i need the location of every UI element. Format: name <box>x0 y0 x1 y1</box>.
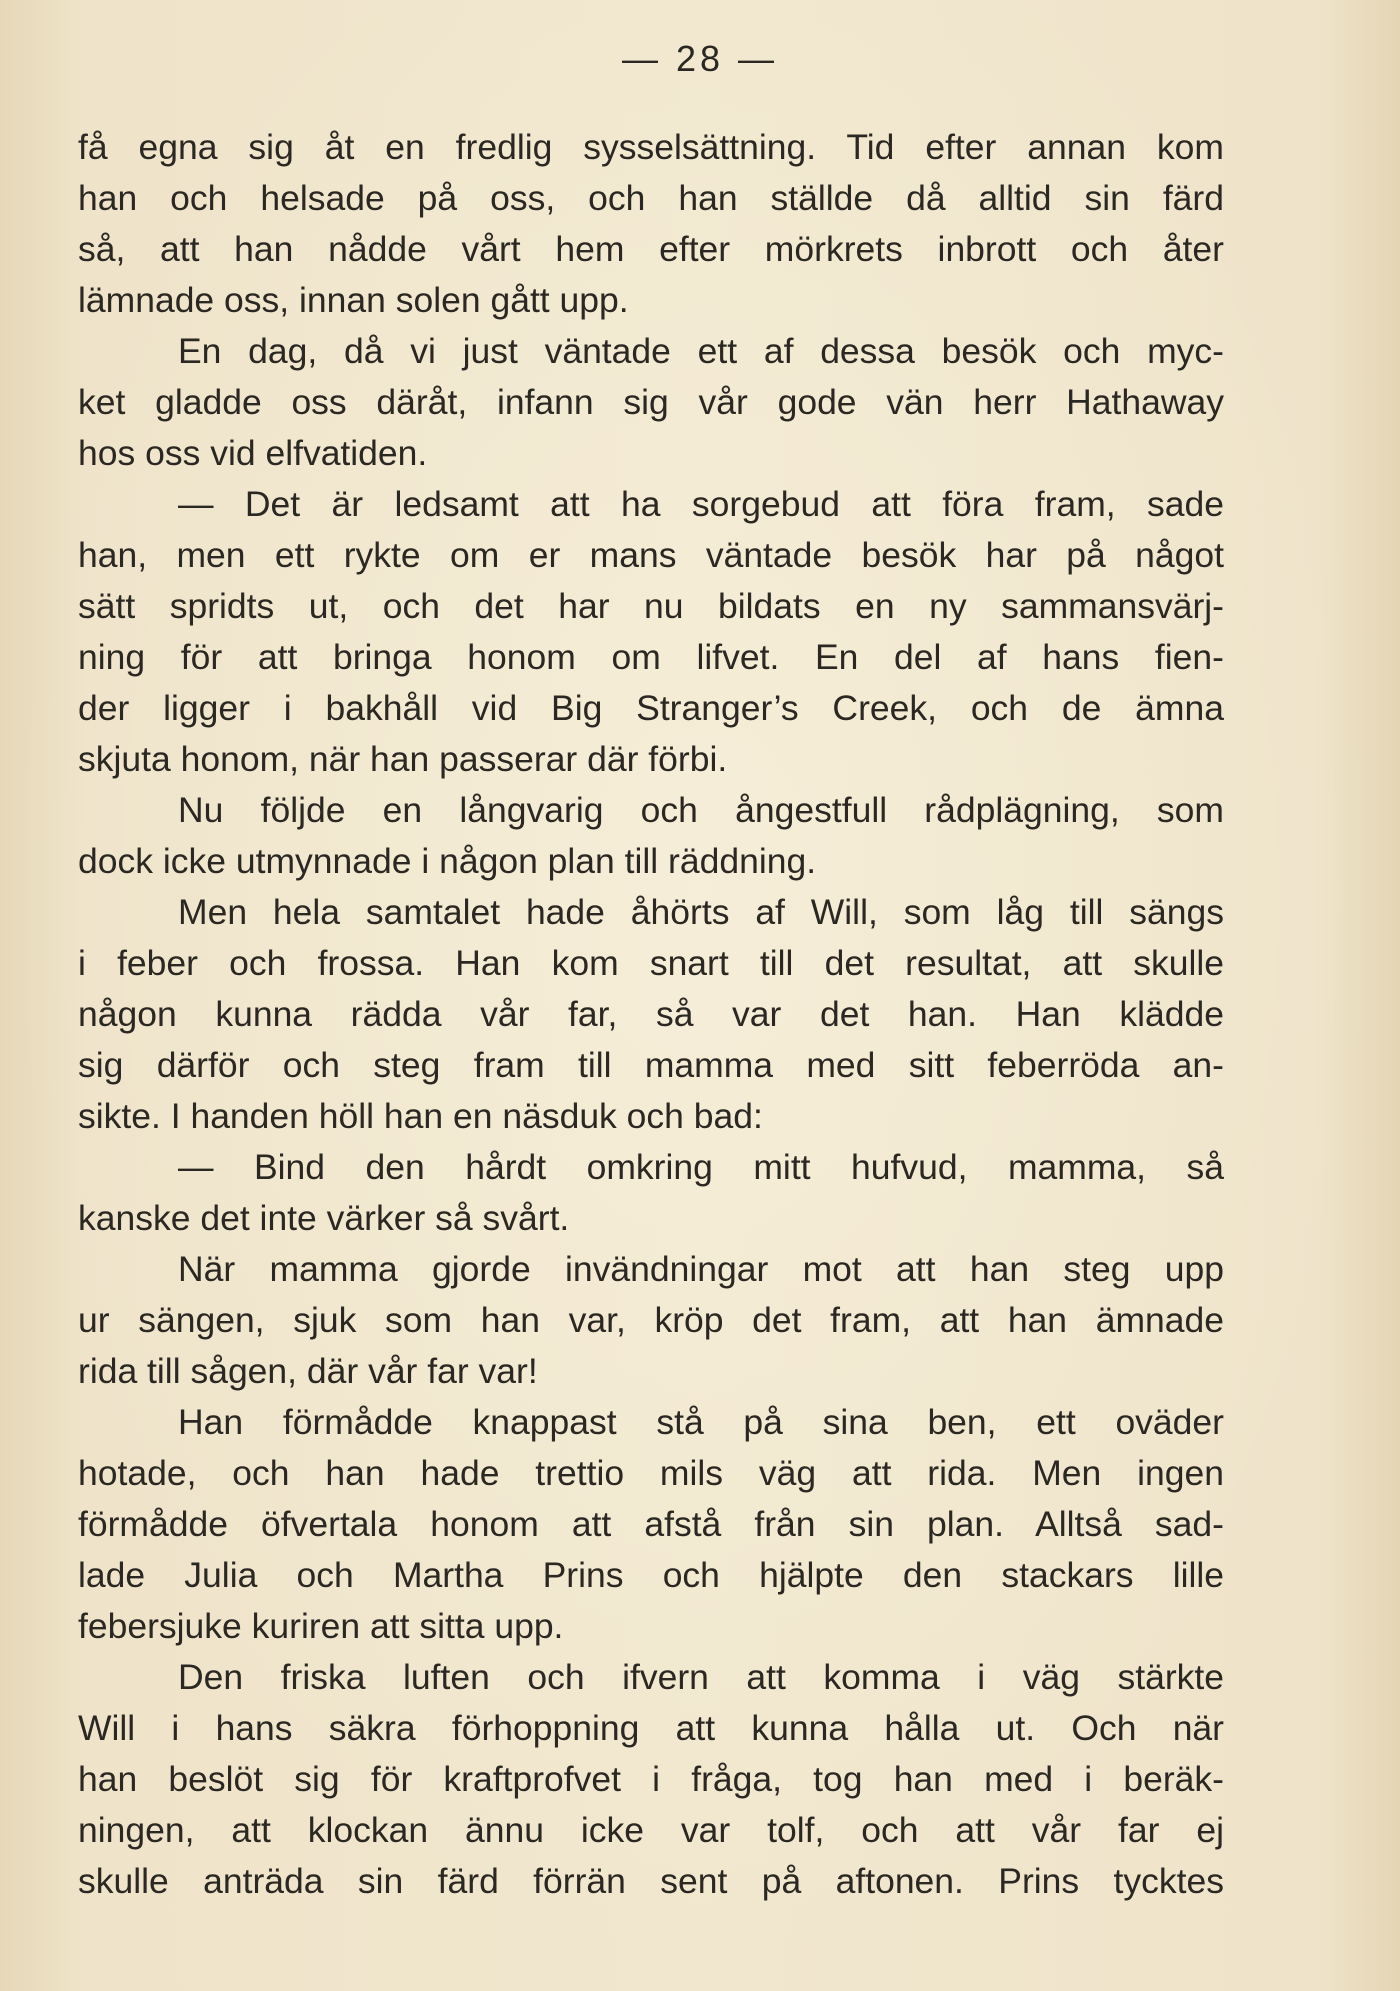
text-line: så, att han nådde vårt hem efter mörkrets inbrott och åter <box>78 229 1224 269</box>
text-line: sätt spridts ut, och det har nu bildats en ny sammansvärj- <box>78 586 1224 626</box>
text-line: kanske det inte värker så svårt. <box>78 1198 570 1238</box>
text-line: Han förmådde knappast stå på sina ben, ett oväder <box>178 1402 1224 1442</box>
text-line: han, men ett rykte om er mans väntade besök har på något <box>78 535 1224 575</box>
text-line: hotade, och han hade trettio mils väg att rida. Men ingen <box>78 1453 1224 1493</box>
text-line: i feber och frossa. Han kom snart till det resultat, att skulle <box>78 943 1224 983</box>
text-line: ningen, att klockan ännu icke var tolf, och att vår far ej <box>78 1810 1224 1850</box>
text-line: lade Julia och Martha Prins och hjälpte den stackars lille <box>78 1555 1224 1595</box>
text-line: Will i hans säkra förhoppning att kunna hålla ut. Och när <box>78 1708 1224 1748</box>
text-line: han och helsade på oss, och han ställde då alltid sin färd <box>78 178 1224 218</box>
text-line: — Bind den hårdt omkring mitt hufvud, mamma, så <box>178 1147 1224 1187</box>
text-line: ur sängen, sjuk som han var, kröp det fram, att han ämnade <box>78 1300 1224 1340</box>
text-line: hos oss vid elfvatiden. <box>78 433 428 473</box>
text-line: När mamma gjorde invändningar mot att han steg upp <box>178 1249 1224 1289</box>
text-line: dock icke utmynnade i någon plan till räddning. <box>78 841 817 881</box>
text-line: rida till sågen, där vår far var! <box>78 1351 538 1391</box>
text-line: skjuta honom, när han passerar där förbi. <box>78 739 728 779</box>
text-line: lämnade oss, innan solen gått upp. <box>78 280 629 320</box>
text-line: ket gladde oss däråt, infann sig vår gode vän herr Hathaway <box>78 382 1224 422</box>
text-line: ning för att bringa honom om lifvet. En del af hans fien- <box>78 637 1224 677</box>
text-line: få egna sig åt en fredlig sysselsättning. Tid efter annan kom <box>78 127 1224 167</box>
body-text <box>78 122 1224 1907</box>
text-line: En dag, då vi just väntade ett af dessa besök och myc- <box>178 331 1224 371</box>
text-line: skulle anträda sin färd förrän sent på aftonen. Prins tycktes <box>78 1861 1224 1901</box>
page-number: — 28 — <box>621 38 779 79</box>
text-line: der ligger i bakhåll vid Big Stranger’s Creek, och de ämna <box>78 688 1224 728</box>
text-line: han beslöt sig för kraftprofvet i fråga, tog han med i beräk- <box>78 1759 1224 1799</box>
text-line: förmådde öfvertala honom att afstå från sin plan. Alltså sad- <box>78 1504 1224 1544</box>
text-line: Nu följde en långvarig och ångestfull rådplägning, som <box>178 790 1224 830</box>
text-line: — Det är ledsamt att ha sorgebud att föra fram, sade <box>178 484 1224 524</box>
text-line: sikte. I handen höll han en näsduk och bad: <box>78 1096 763 1136</box>
text-line: Den friska luften och ifvern att komma i väg stärkte <box>178 1657 1224 1697</box>
text-line: Men hela samtalet hade åhörts af Will, som låg till sängs <box>178 892 1224 932</box>
text-line: någon kunna rädda vår far, så var det han. Han klädde <box>78 994 1224 1034</box>
text-line: sig därför och steg fram till mamma med sitt feberröda an- <box>78 1045 1224 1085</box>
text-line: febersjuke kuriren att sitta upp. <box>78 1606 564 1646</box>
